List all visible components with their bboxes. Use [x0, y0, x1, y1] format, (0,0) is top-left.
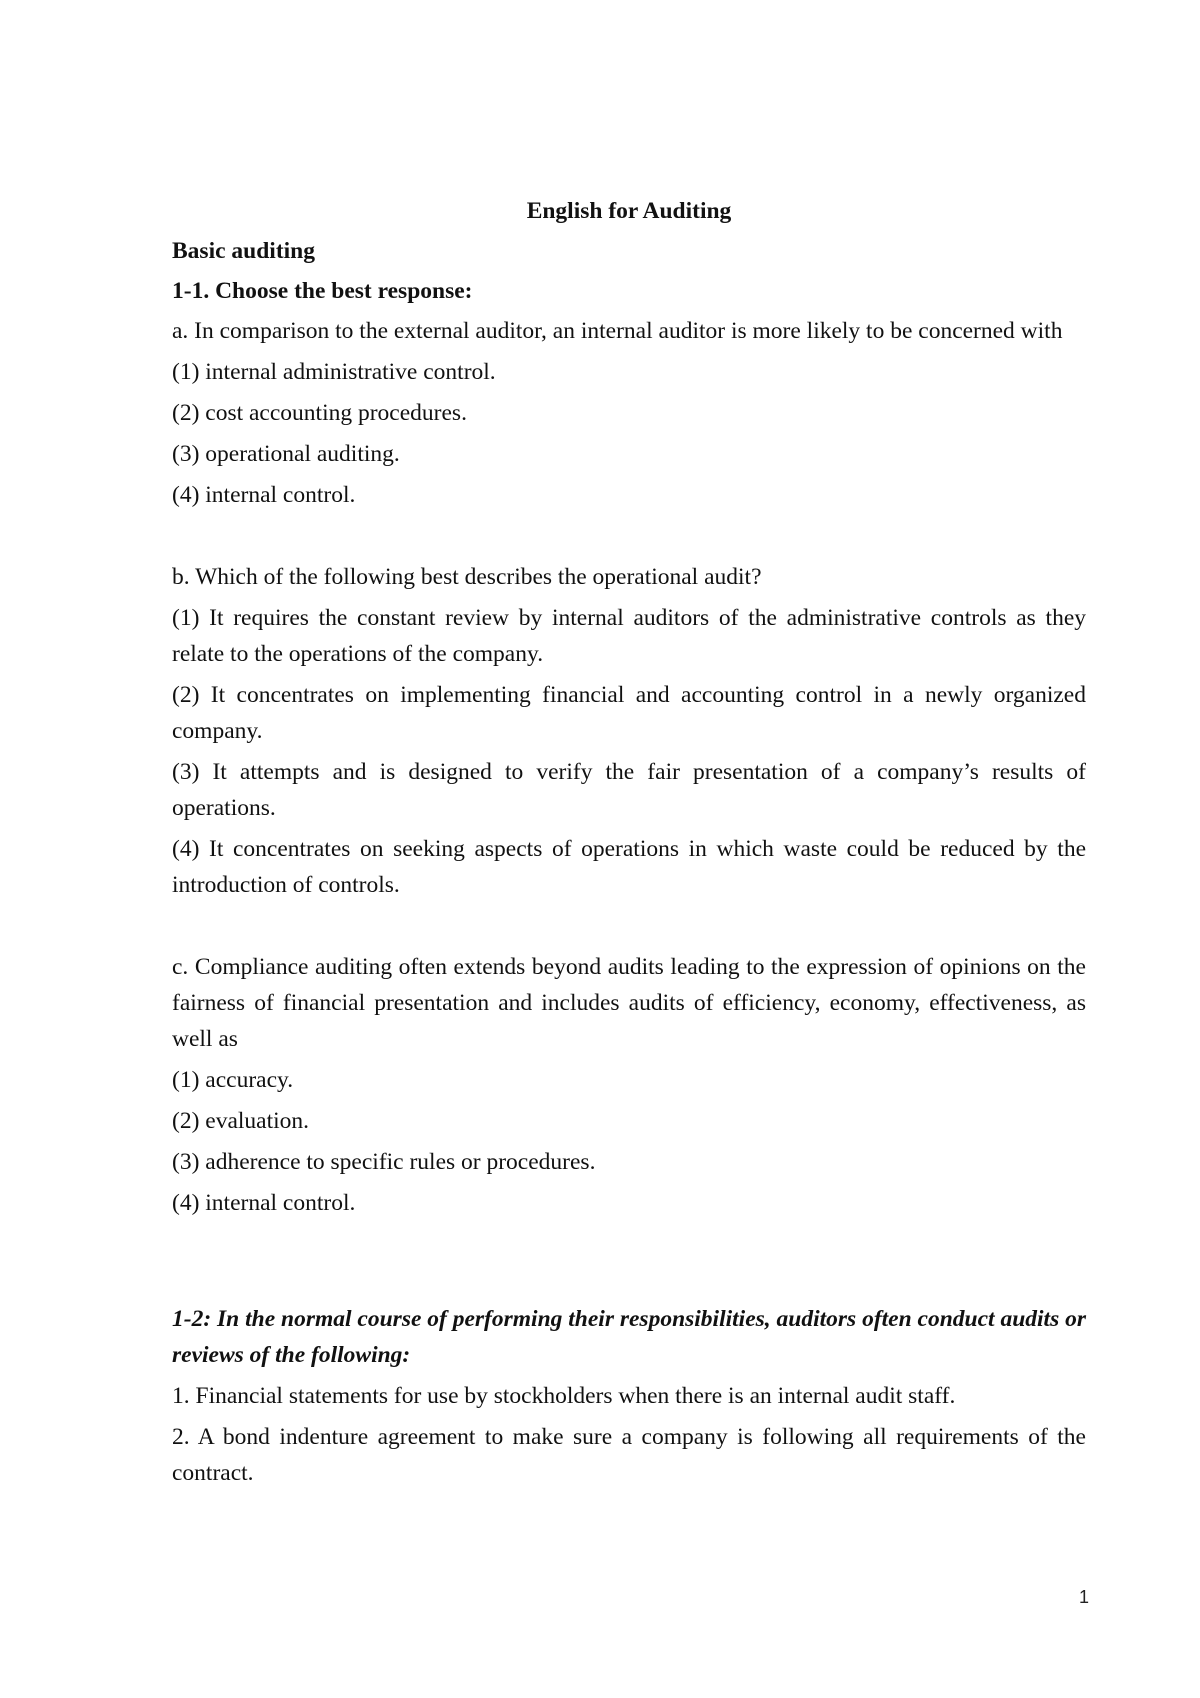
question-c-stem: c. Compliance auditing often extends beyond audits leading to the expression of opinions on the fairness of financial presentation and includes audits of efficiency, economy, effectiveness, as well as [172, 954, 1086, 1052]
document-title: English for Auditing [526, 198, 732, 224]
question-c-option: (4) internal control. [172, 1190, 356, 1216]
question-b-option: (3) It attempts and is designed to verify the fair presentation of a company’s results of operations. [172, 759, 1086, 821]
question-a-option: (4) internal control. [172, 482, 356, 508]
question-c-option: (1) accuracy. [172, 1067, 294, 1093]
question-b-option: (1) It requires the constant review by internal auditors of the administrative controls as they relate to the operations of the company. [172, 605, 1086, 667]
question-a-stem: a. In comparison to the external auditor, an internal auditor is more likely to be concerned with [172, 318, 1063, 344]
question-b-stem: b. Which of the following best describes the operational audit? [172, 564, 762, 590]
question-a-option: (2) cost accounting procedures. [172, 400, 467, 426]
document-body [172, 193, 1086, 1496]
exercise-2-item: 1. Financial statements for use by stockholders when there is an internal audit staff. [172, 1383, 956, 1409]
question-c-option: (3) adherence to specific rules or procedures. [172, 1149, 596, 1175]
question-a-option: (1) internal administrative control. [172, 359, 496, 385]
exercise-1-heading: 1-1. Choose the best response: [172, 278, 473, 304]
exercise-2-heading: 1-2: In the normal course of performing their responsibilities, auditors often conduct audits or reviews of the following: [172, 1306, 1086, 1368]
spacer [172, 1226, 1086, 1301]
question-a-option: (3) operational auditing. [172, 441, 400, 467]
exercise-2-item: 2. A bond indenture agreement to make sure a company is following all requirements of the contract. [172, 1424, 1086, 1486]
section-heading: Basic auditing [172, 238, 315, 264]
page-number: 1 [1078, 1587, 1089, 1607]
question-b-option: (4) It concentrates on seeking aspects of operations in which waste could be reduced by the introduction of controls. [172, 836, 1086, 898]
question-b-option: (2) It concentrates on implementing financial and accounting control in a newly organized company. [172, 682, 1086, 744]
spacer [172, 908, 1086, 949]
question-c-option: (2) evaluation. [172, 1108, 310, 1134]
spacer [172, 518, 1086, 559]
